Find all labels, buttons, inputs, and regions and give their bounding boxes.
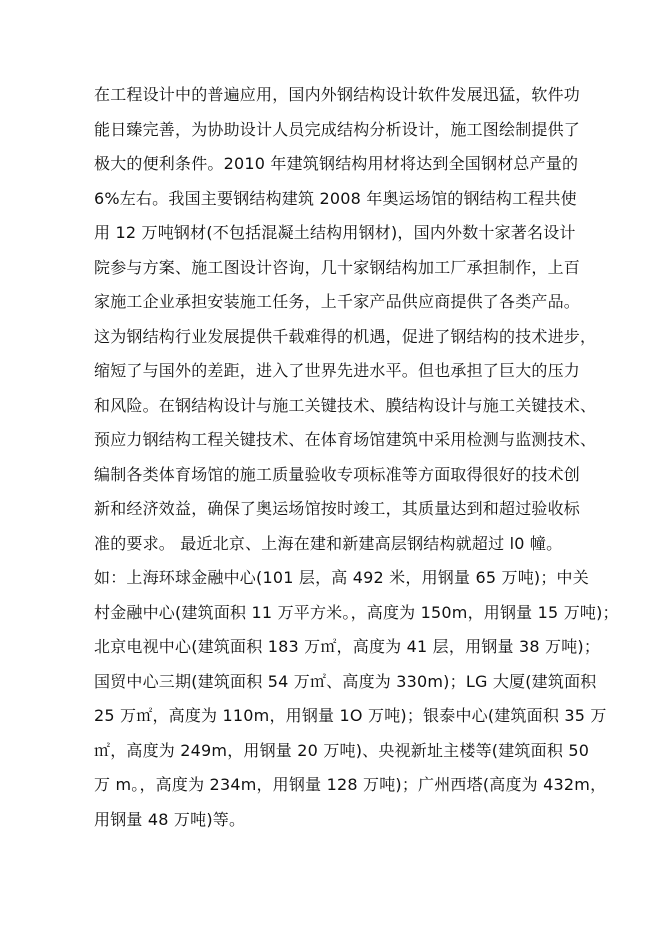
paragraph-line: 预应力钢结构工程关键技术、在体育场馆建筑中采用检测与监测技术、 xyxy=(94,430,597,449)
paragraph-line: ㎡，高度为 249m，用钢量 20 万吨)、央视新址主楼等(建筑面积 50 xyxy=(94,741,590,760)
paragraph-line: 家施工企业承担安装施工任务，上千家产品供应商提供了各类产品。 xyxy=(94,292,581,311)
paragraph-line: 院参与方案、施工图设计咨询，几十家钢结构加工厂承担制作，上百 xyxy=(94,258,581,277)
paragraph-line: 和风险。在钢结构设计与施工关键技术、膜结构设计与施工关键技术、 xyxy=(94,396,597,415)
paragraph-line: 能日臻完善，为协助设计人员完成结构分析设计，施工图绘制提供了 xyxy=(94,120,581,139)
paragraph-line: 国贸中心三期(建筑面积 54 万㎡、高度为 330m)；LG 大厦(建筑面积 xyxy=(94,672,597,691)
paragraph-line: 25 万㎡，高度为 110m，用钢量 1O 万吨)；银泰中心(建筑面积 35 万 xyxy=(94,706,607,725)
paragraph-line: 北京电视中心(建筑面积 183 万㎡，高度为 41 层，用钢量 38 万吨)； xyxy=(94,637,601,656)
paragraph-line: 用钢量 48 万吨)等。 xyxy=(94,810,246,829)
paragraph-line: 缩短了与国外的差距，进入了世界先进水平。但也承担了巨大的压力 xyxy=(94,361,581,380)
paragraph-line: 村金融中心(建筑面积 11 万平方米。，高度为 150m，用钢量 15 万吨)； xyxy=(94,603,619,622)
paragraph-line: 用 12 万吨钢材(不包括混凝土结构用钢材)，国内外数十家著名设计 xyxy=(94,223,576,242)
paragraph-line: 编制各类体育场馆的施工质量验收专项标准等方面取得很好的技术创 xyxy=(94,465,581,484)
paragraph-line: 准的要求。 最近北京、上海在建和新建高层钢结构就超过 l0 幢。 xyxy=(94,534,563,553)
paragraph-line: 这为钢结构行业发展提供千载难得的机遇，促进了钢结构的技术进步， xyxy=(94,327,597,346)
paragraph-line: 6%左右。我国主要钢结构建筑 2008 年奥运场馆的钢结构工程共使 xyxy=(94,189,577,208)
paragraph-line: 新和经济效益，确保了奥运场馆按时竣工，其质量达到和超过验收标 xyxy=(94,499,581,518)
paragraph-line: 如：上海环球金融中心(101 层，高 492 米，用钢量 65 万吨)；中关 xyxy=(94,568,589,587)
paragraph-line: 万 m。，高度为 234m，用钢量 128 万吨)；广州西塔(高度为 432m， xyxy=(94,775,607,794)
paragraph-line: 在工程设计中的普遍应用，国内外钢结构设计软件发展迅猛，软件功 xyxy=(94,85,581,104)
paragraph-line: 极大的便利条件。2010 年建筑钢结构用材将达到全国钢材总产量的 xyxy=(94,154,579,173)
